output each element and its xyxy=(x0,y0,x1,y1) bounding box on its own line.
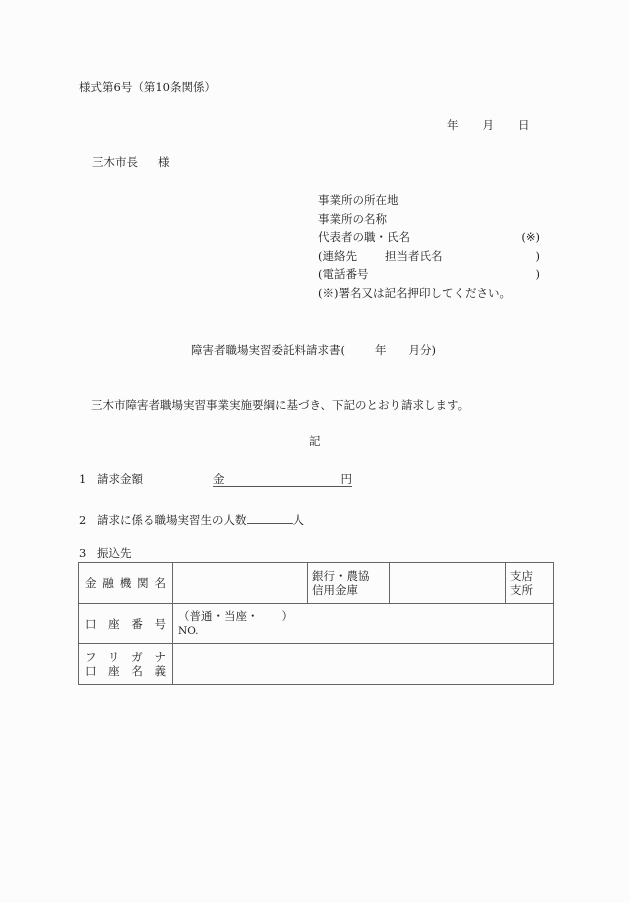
furigana-label: フリガナ xyxy=(85,650,166,664)
bank-type-line2: 信用金庫 xyxy=(312,583,358,597)
date-year-label: 年 xyxy=(447,118,459,132)
count-suffix: 人 xyxy=(292,513,304,527)
representative-mark: (※) xyxy=(521,230,540,244)
addressee xyxy=(92,157,170,169)
trainee-count-field[interactable] xyxy=(247,512,293,524)
date-line xyxy=(447,120,530,132)
account-number-label-cell xyxy=(79,604,173,644)
branch-name-field[interactable] xyxy=(390,563,506,604)
item-transfer-destination xyxy=(79,548,132,560)
bank-name-field[interactable] xyxy=(173,563,308,604)
date-month-label: 月 xyxy=(482,118,494,132)
document-title xyxy=(191,345,436,357)
bank-account-table xyxy=(78,562,554,685)
account-number-label: 口座番号 xyxy=(85,616,166,631)
phone-label: (電話番号 xyxy=(318,267,369,281)
account-holder-label-cell xyxy=(79,644,173,685)
item-label: 振込先 xyxy=(97,546,132,560)
sender-address-label: 事業所の所在地 xyxy=(318,193,399,207)
account-holder-label: 口座名義 xyxy=(85,664,166,678)
title-main: 障害者職場実習委託料請求書( xyxy=(191,343,345,357)
account-number-row xyxy=(79,604,554,644)
item-label: 請求金額 xyxy=(97,472,143,486)
signature-note: (※)署名又は記名押印してください。 xyxy=(318,285,511,300)
amount-field[interactable] xyxy=(213,474,352,487)
account-type-options: （普通・当座・ ） xyxy=(178,609,293,623)
sender-representative-label: 代表者の職・氏名 xyxy=(318,230,410,244)
item-label: 請求に係る職場実習生の人数 xyxy=(97,513,247,527)
branch-type-line2: 支所 xyxy=(510,583,533,597)
sender-name-label: 事業所の名称 xyxy=(318,211,387,226)
contact-close: ) xyxy=(535,248,540,263)
bank-name-label-cell xyxy=(79,563,173,604)
item-number: 2 xyxy=(79,513,87,527)
account-holder-field[interactable] xyxy=(173,644,554,685)
account-number-field[interactable] xyxy=(173,604,554,644)
addressee-honorific: 様 xyxy=(158,155,170,169)
account-holder-row xyxy=(79,644,554,685)
bank-name-row xyxy=(79,563,554,604)
item-number: 1 xyxy=(79,472,87,486)
ki-heading: 記 xyxy=(309,434,321,448)
phone-close: ) xyxy=(535,267,540,281)
bank-type-line1: 銀行・農協 xyxy=(312,569,370,583)
signature-note-row xyxy=(318,285,540,307)
bank-type-cell xyxy=(308,563,390,604)
date-day-label: 日 xyxy=(518,118,530,132)
contact-open: (連絡先 xyxy=(318,248,357,263)
addressee-name: 三木市長 xyxy=(92,155,138,169)
sender-block xyxy=(318,195,540,306)
title-year: 年 xyxy=(375,343,387,357)
title-month: 月分) xyxy=(408,343,436,357)
amount-suffix: 円 xyxy=(340,472,352,486)
item-trainee-count xyxy=(79,512,304,527)
item-billing-amount xyxy=(79,474,143,486)
account-no-label: NO. xyxy=(178,625,199,637)
branch-type-cell xyxy=(506,563,554,604)
form-number: 様式第6号（第10条関係） xyxy=(79,80,216,94)
branch-type-line1: 支店 xyxy=(510,569,533,583)
amount-prefix: 金 xyxy=(213,472,225,486)
body-text: 三木市障害者職場実習事業実施要綱に基づき、下記のとおり請求します。 xyxy=(91,398,470,412)
bank-name-label: 金融機関名 xyxy=(85,576,166,590)
contact-person-label: 担当者氏名 xyxy=(385,248,443,263)
item-number: 3 xyxy=(79,546,87,560)
